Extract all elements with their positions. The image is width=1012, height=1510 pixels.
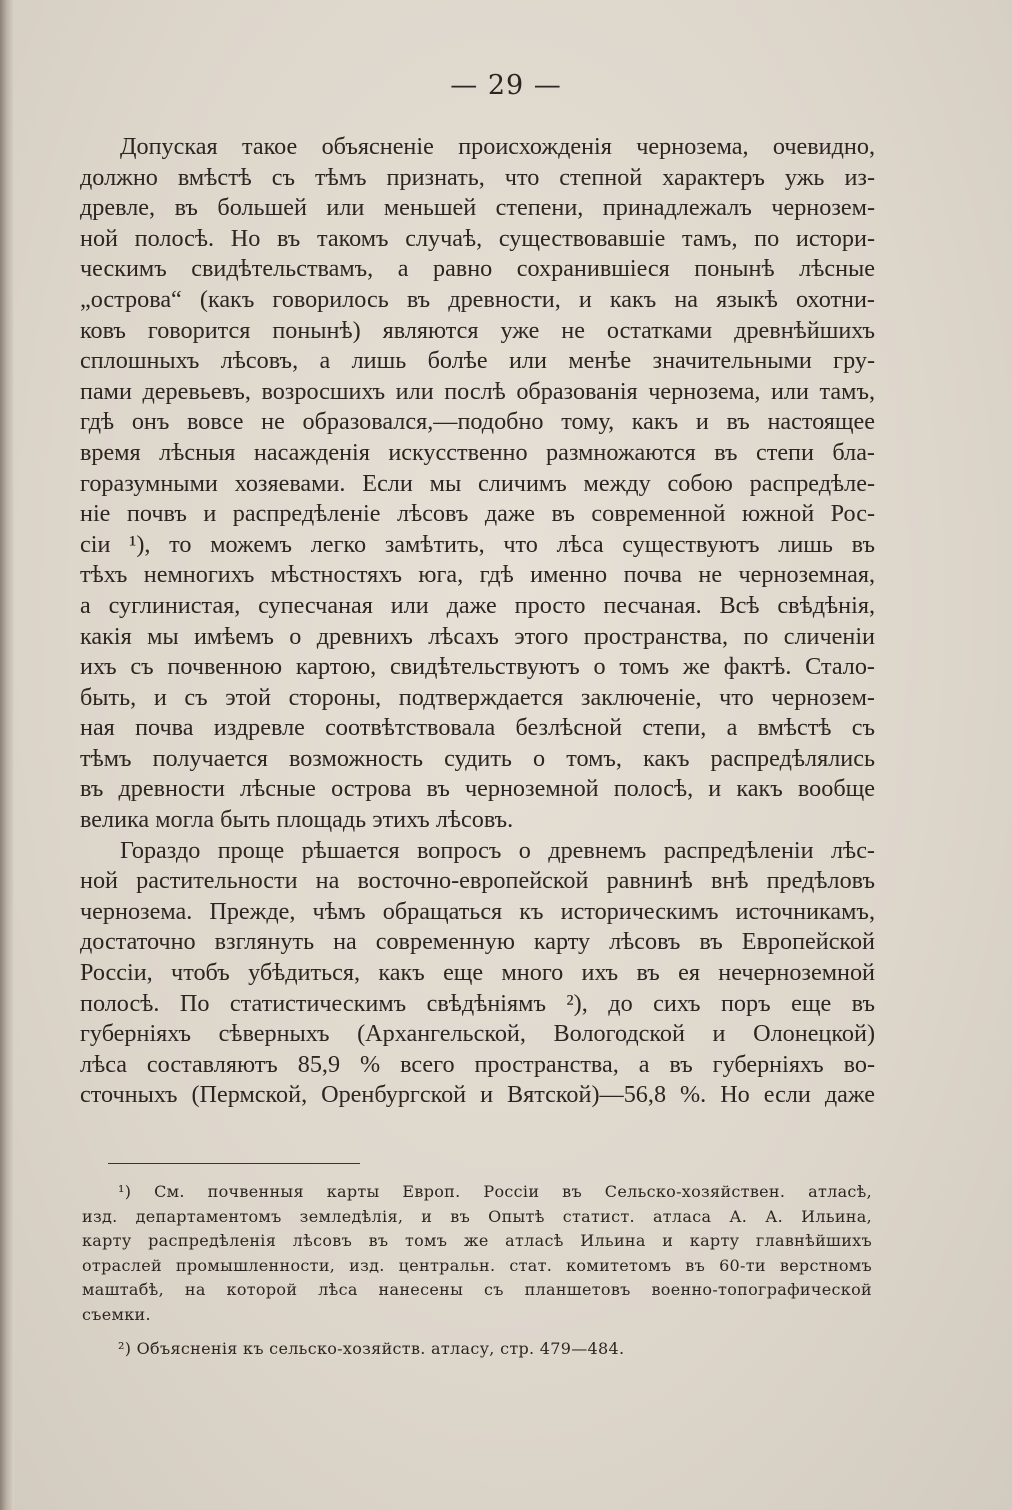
footnote-line: съемки. <box>82 1304 151 1324</box>
page-number: — 29 — <box>450 70 562 101</box>
text-line: ной полосѣ. Но въ такомъ случаѣ, существовавшіе тамъ, по истори- <box>80 224 875 252</box>
text-line: Гораздо проще рѣшается вопросъ о древнемъ распредѣленіи лѣс- <box>120 836 875 864</box>
footnote-divider <box>108 1163 360 1164</box>
text-line: горазумными хозяевами. Если мы сличимъ между собою распредѣле- <box>80 469 875 497</box>
text-line: лѣса составляютъ 85,9 % всего пространства, а въ губерніяхъ во- <box>80 1050 875 1078</box>
text-line: тѣхъ немногихъ мѣстностяхъ юга, гдѣ именно почва не черноземная, <box>80 561 875 589</box>
text-line: сточныхъ (Пермской, Оренбургской и Вятской)—56,8 %. Но если даже <box>80 1081 875 1109</box>
text-line: „острова“ (какъ говорилось въ древности, и какъ на языкѣ охотни- <box>80 285 875 313</box>
main-text <box>80 132 875 1111</box>
text-line: какія мы имѣемъ о древнихъ лѣсахъ этого пространства, по сличеніи <box>80 622 875 650</box>
footnote-line: ²) Объясненія къ сельско-хозяйств. атласу, стр. 479—484. <box>118 1339 625 1358</box>
text-line: ковъ говорится понынѣ) являются уже не остатками древнѣйшихъ <box>80 316 875 344</box>
text-line: древле, въ большей или меньшей степени, принадлежалъ чернозем- <box>80 194 875 222</box>
text-line: губерніяхъ сѣверныхъ (Архангельской, Вологодской и Олонецкой) <box>80 1020 875 1048</box>
text-line: ніе почвъ и распредѣленіе лѣсовъ даже въ современной южной Рос- <box>80 500 875 528</box>
text-line: достаточно взглянуть на современную карту лѣсовъ въ Европейской <box>80 928 875 956</box>
text-line: гдѣ онъ вовсе не образовался,—подобно тому, какъ и въ настоящее <box>80 408 875 436</box>
text-line: сіи ¹), то можемъ легко замѣтить, что лѣса существуютъ лишь въ <box>80 530 875 558</box>
text-line: быть, и съ этой стороны, подтверждается заключеніе, что чернозем- <box>80 683 875 711</box>
text-line: чернозема. Прежде, чѣмъ обращаться къ историческимъ источникамъ, <box>80 897 875 925</box>
footnote-line: отраслей промышленности, изд. центральн. стат. комитетомъ въ 60-ти верстномъ <box>82 1255 872 1275</box>
footnote-line: карту распредѣленія лѣсовъ въ томъ же атласѣ Ильина и карту главнѣйшихъ <box>82 1231 872 1250</box>
text-line: должно вмѣстѣ съ тѣмъ признать, что степной характеръ ужь из- <box>80 163 875 191</box>
footnotes <box>82 1180 872 1362</box>
text-line: ческимъ свидѣтельствамъ, а равно сохранившіеся понынѣ лѣсные <box>80 255 875 283</box>
footnote-line: ¹) См. почвенныя карты Европ. Россіи въ Сельско-хозяйствен. атласѣ, <box>118 1182 872 1201</box>
book-spine-shadow <box>0 0 14 1510</box>
text-line: сплошныхъ лѣсовъ, а лишь болѣе или менѣе значительными гру- <box>80 347 875 375</box>
text-line: а суглинистая, супесчаная или даже просто песчаная. Всѣ свѣдѣнія, <box>80 591 875 619</box>
footnote-line: маштабѣ, на которой лѣса нанесены съ планшетовъ военно-топографической <box>82 1280 872 1299</box>
text-line: въ древности лѣсные острова въ черноземной полосѣ, и какъ вообще <box>80 775 875 803</box>
text-line: ихъ съ почвенною картою, свидѣтельствуютъ о томъ же фактѣ. Стало- <box>80 653 875 681</box>
text-line: велика могла быть площадь этихъ лѣсовъ. <box>80 806 514 834</box>
text-line: Россіи, чтобъ убѣдиться, какъ еще много ихъ въ ея нечерноземной <box>80 959 875 987</box>
footnote-line: изд. департаментомъ земледѣлія, и въ Опытѣ статист. атласа А. А. Ильина, <box>82 1206 872 1226</box>
text-line: время лѣсныя насажденія искусственно размножаются въ степи бла- <box>80 438 875 466</box>
text-line: пами деревьевъ, возросшихъ или послѣ образованія чернозема, или тамъ, <box>80 377 875 405</box>
text-line: Допуская такое объясненіе происхожденія чернозема, очевидно, <box>120 133 875 160</box>
text-line: тѣмъ получается возможность судить о томъ, какъ распредѣлялись <box>80 744 875 772</box>
text-line: ной растительности на восточно-европейской равнинѣ внѣ предѣловъ <box>80 867 875 895</box>
text-line: ная почва издревле соотвѣтствовала безлѣсной степи, а вмѣстѣ съ <box>80 714 875 742</box>
text-line: полосѣ. По статистическимъ свѣдѣніямъ ²), до сихъ поръ еще въ <box>80 989 875 1017</box>
